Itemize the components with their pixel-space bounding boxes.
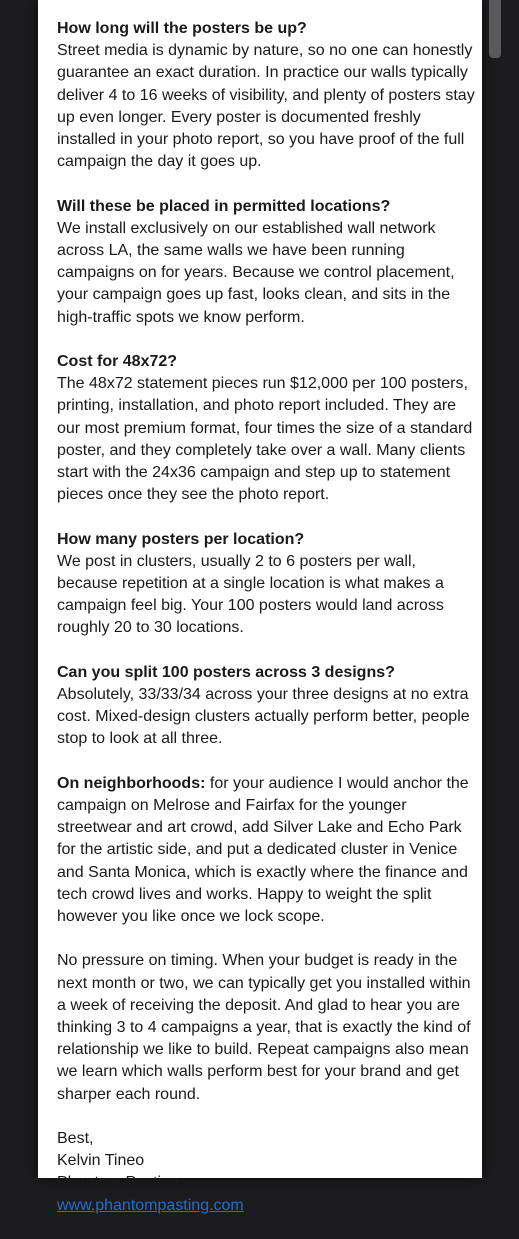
faq-answer: Absolutely, 33/33/34 across your three designs at no extra cost. Mixed-design clusters actually perform better, people stop to look at all three. [57, 686, 470, 748]
faq-item-permitted [57, 196, 477, 329]
website-link[interactable]: www.phantompasting.com [57, 1196, 244, 1214]
signature-block [57, 1128, 477, 1217]
faq-answer: Street media is dynamic by nature, so no one can honestly guarantee an exact duration. In practice our walls typically deliver 4 to 16 weeks of visibility, and plenty of posters stay up even longer. Every poster is documented freshly installed in your photo report, so you have proof of the full campaign the day it goes up. [57, 42, 475, 171]
faq-item-duration [57, 18, 477, 173]
neighborhoods-text: for your audience I would anchor the campaign on Melrose and Fairfax for the younger streetwear and art crowd, add Silver Lake and Echo Park for the artistic side, and put a dedicated cluster in Venice and Santa Monica, which is exactly where the finance and tech crowd lives and works. Happy to weight the split however you like once we lock scope. [57, 774, 469, 926]
closing-paragraph: No pressure on timing. When your budget is ready in the next month or two, we can typically get you installed within a week of receiving the deposit. And glad to hear you are thinking 3 to 4 campaigns a year, that is exactly the kind of relationship we like to build. Repeat campaigns also mean we learn which walls perform best for your brand and get sharper each round. [57, 952, 471, 1103]
sender-company: Phantom Pasting [57, 1174, 179, 1192]
faq-question: How long will the posters be up? [57, 20, 307, 37]
scrollbar-thumb[interactable] [489, 0, 501, 58]
neighborhoods-lead: On neighborhoods: [57, 774, 206, 792]
neighborhoods-paragraph [57, 773, 477, 928]
signoff: Best, [57, 1130, 94, 1148]
faq-item-cost [57, 351, 477, 506]
faq-answer: The 48x72 statement pieces run $12,000 per 100 posters, printing, installation, and photo report included. They are our most premium format, four times the size of a standard poster, and they completely take over a wall. Many clients start with the 24x36 campaign and step up to statement pieces once they see the photo report. [57, 375, 473, 504]
faq-answer: We install exclusively on our established wall network across LA, the same walls we have been running campaigns on for years. Because we control placement, your campaign goes up fast, looks clean, and sits in the high-traffic spots we know perform. [57, 219, 455, 326]
faq-question: How many posters per location? [57, 530, 305, 548]
email-content [57, 18, 477, 1239]
sender-name: Kelvin Tineo [57, 1152, 145, 1170]
faq-question: Can you split 100 posters across 3 designs? [57, 663, 395, 681]
faq-item-per-location [57, 529, 477, 640]
faq-question: Will these be placed in permitted locations? [57, 197, 391, 215]
faq-item-split [57, 662, 477, 751]
faq-answer: We post in clusters, usually 2 to 6 posters per wall, because repetition at a single location is what makes a campaign feel big. Your 100 posters would land across roughly 20 to 30 locations. [57, 552, 444, 637]
faq-question: Cost for 48x72? [57, 353, 178, 371]
